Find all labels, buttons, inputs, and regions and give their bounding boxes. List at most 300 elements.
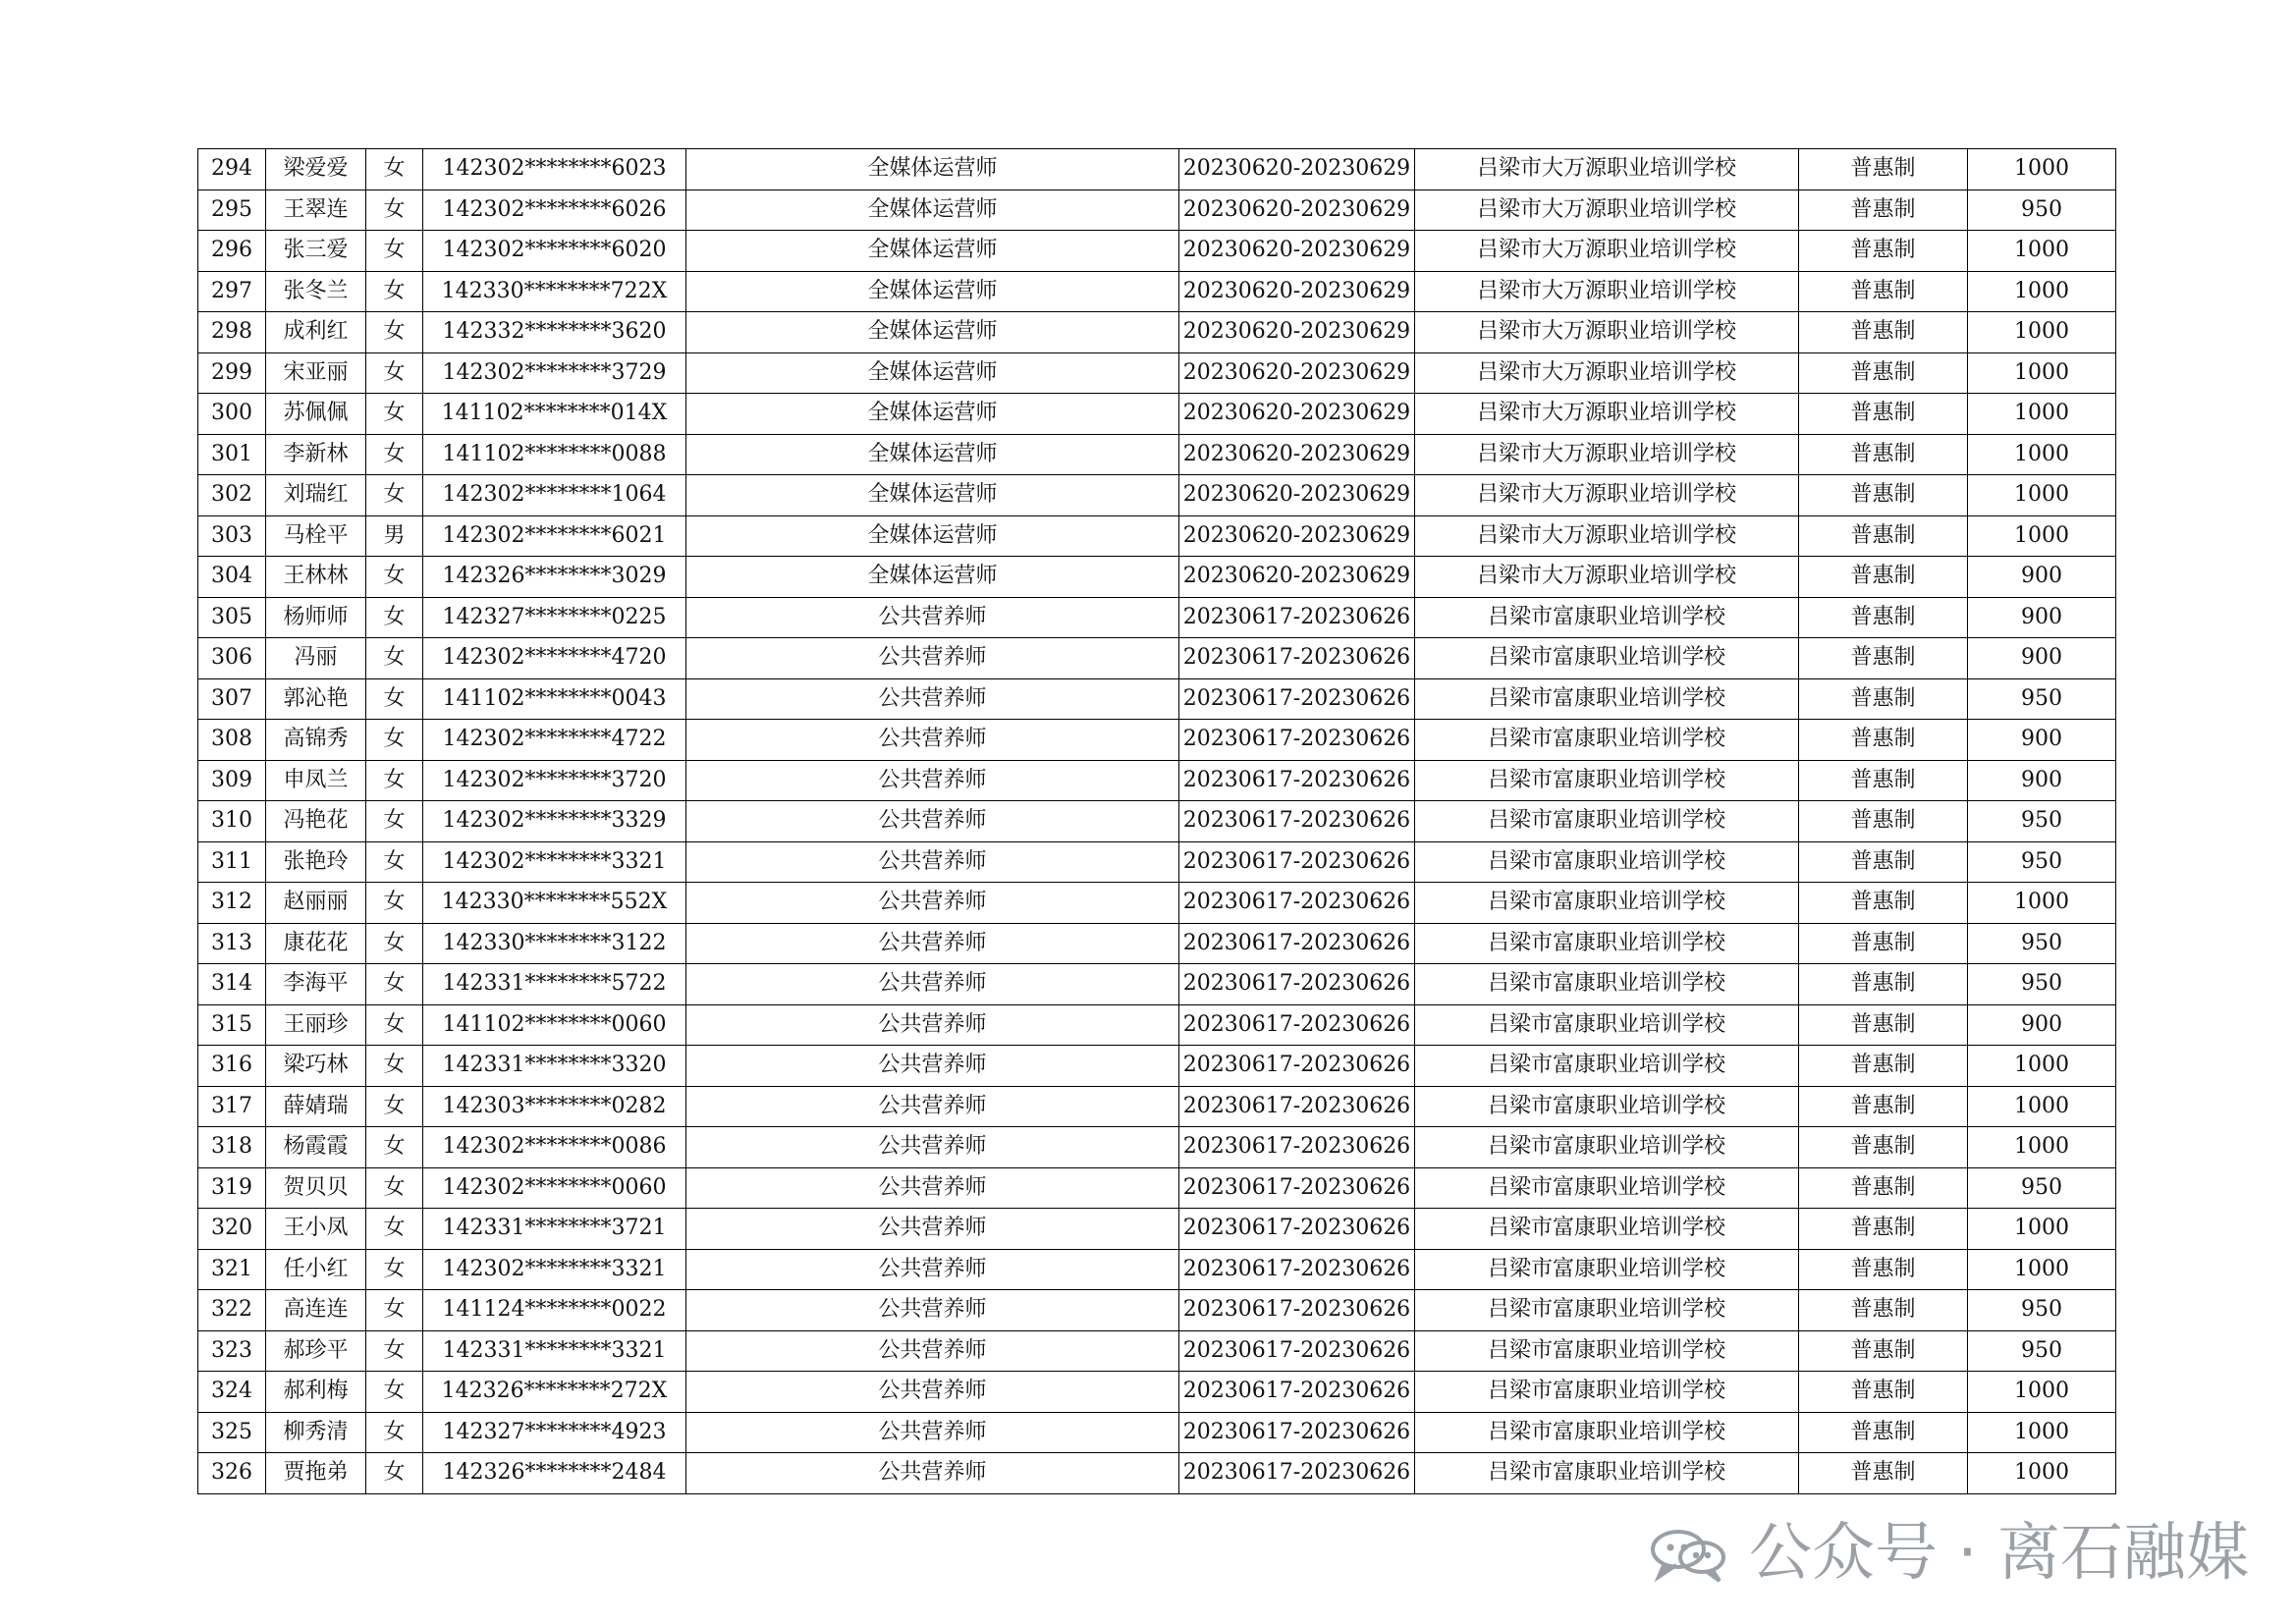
cell-amount: 900 [1968, 1004, 2116, 1046]
cell-profession: 全媒体运营师 [686, 312, 1179, 353]
cell-school: 吕梁市大万源职业培训学校 [1415, 557, 1799, 598]
cell-name: 冯丽 [266, 638, 366, 679]
cell-gender: 女 [366, 1412, 423, 1453]
cell-amount: 900 [1968, 638, 2116, 679]
cell-gender: 女 [366, 964, 423, 1005]
cell-school: 吕梁市大万源职业培训学校 [1415, 231, 1799, 272]
cell-index: 314 [198, 964, 266, 1005]
cell-date-range: 20230617-20230626 [1179, 1290, 1415, 1331]
cell-type: 普惠制 [1799, 149, 1968, 190]
cell-date-range: 20230617-20230626 [1179, 597, 1415, 638]
cell-date-range: 20230617-20230626 [1179, 1412, 1415, 1453]
cell-gender: 女 [366, 1127, 423, 1168]
cell-gender: 女 [366, 149, 423, 190]
table-row [198, 597, 2116, 638]
cell-amount: 1000 [1968, 1453, 2116, 1494]
cell-gender: 女 [366, 1290, 423, 1331]
cell-index: 313 [198, 923, 266, 964]
cell-school: 吕梁市富康职业培训学校 [1415, 720, 1799, 761]
cell-id: 142302********3321 [423, 841, 686, 883]
cell-profession: 全媒体运营师 [686, 394, 1179, 435]
cell-date-range: 20230617-20230626 [1179, 964, 1415, 1005]
cell-date-range: 20230620-20230629 [1179, 434, 1415, 475]
cell-date-range: 20230617-20230626 [1179, 1209, 1415, 1250]
cell-name: 王丽珍 [266, 1004, 366, 1046]
cell-profession: 公共营养师 [686, 1290, 1179, 1331]
cell-school: 吕梁市富康职业培训学校 [1415, 801, 1799, 842]
cell-type: 普惠制 [1799, 801, 1968, 842]
cell-school: 吕梁市富康职业培训学校 [1415, 883, 1799, 924]
cell-amount: 950 [1968, 964, 2116, 1005]
cell-type: 普惠制 [1799, 1372, 1968, 1413]
table-row [198, 1330, 2116, 1372]
cell-id: 142326********2484 [423, 1453, 686, 1494]
cell-profession: 公共营养师 [686, 1086, 1179, 1127]
cell-date-range: 20230617-20230626 [1179, 1004, 1415, 1046]
cell-gender: 女 [366, 1209, 423, 1250]
cell-name: 宋亚丽 [266, 352, 366, 394]
cell-index: 304 [198, 557, 266, 598]
cell-school: 吕梁市富康职业培训学校 [1415, 1412, 1799, 1453]
cell-name: 李海平 [266, 964, 366, 1005]
cell-type: 普惠制 [1799, 1330, 1968, 1372]
cell-school: 吕梁市富康职业培训学校 [1415, 1127, 1799, 1168]
cell-index: 323 [198, 1330, 266, 1372]
cell-index: 295 [198, 189, 266, 231]
cell-type: 普惠制 [1799, 923, 1968, 964]
cell-profession: 全媒体运营师 [686, 557, 1179, 598]
cell-date-range: 20230617-20230626 [1179, 678, 1415, 720]
cell-gender: 女 [366, 1004, 423, 1046]
cell-name: 薛婧瑞 [266, 1086, 366, 1127]
cell-name: 柳秀清 [266, 1412, 366, 1453]
cell-school: 吕梁市富康职业培训学校 [1415, 1167, 1799, 1209]
cell-profession: 公共营养师 [686, 1046, 1179, 1087]
cell-type: 普惠制 [1799, 1127, 1968, 1168]
cell-id: 142327********0225 [423, 597, 686, 638]
cell-school: 吕梁市大万源职业培训学校 [1415, 434, 1799, 475]
cell-profession: 全媒体运营师 [686, 189, 1179, 231]
cell-id: 142330********722X [423, 271, 686, 312]
cell-date-range: 20230620-20230629 [1179, 271, 1415, 312]
table-row [198, 557, 2116, 598]
cell-type: 普惠制 [1799, 1167, 1968, 1209]
table-row [198, 638, 2116, 679]
cell-date-range: 20230620-20230629 [1179, 352, 1415, 394]
cell-id: 141102********014X [423, 394, 686, 435]
cell-type: 普惠制 [1799, 1046, 1968, 1087]
cell-date-range: 20230620-20230629 [1179, 312, 1415, 353]
cell-amount: 950 [1968, 678, 2116, 720]
table-row [198, 312, 2116, 353]
cell-amount: 900 [1968, 597, 2116, 638]
cell-date-range: 20230620-20230629 [1179, 231, 1415, 272]
cell-id: 142331********3320 [423, 1046, 686, 1087]
cell-id: 142302********0086 [423, 1127, 686, 1168]
cell-school: 吕梁市大万源职业培训学校 [1415, 271, 1799, 312]
cell-index: 299 [198, 352, 266, 394]
cell-school: 吕梁市富康职业培训学校 [1415, 597, 1799, 638]
cell-name: 申凤兰 [266, 760, 366, 801]
cell-id: 142331********5722 [423, 964, 686, 1005]
cell-gender: 女 [366, 760, 423, 801]
cell-type: 普惠制 [1799, 678, 1968, 720]
cell-date-range: 20230617-20230626 [1179, 1127, 1415, 1168]
cell-name: 高连连 [266, 1290, 366, 1331]
cell-type: 普惠制 [1799, 515, 1968, 557]
cell-date-range: 20230617-20230626 [1179, 760, 1415, 801]
cell-name: 张冬兰 [266, 271, 366, 312]
cell-name: 李新林 [266, 434, 366, 475]
cell-id: 142326********272X [423, 1372, 686, 1413]
cell-type: 普惠制 [1799, 760, 1968, 801]
cell-gender: 女 [366, 1167, 423, 1209]
cell-type: 普惠制 [1799, 1209, 1968, 1250]
cell-amount: 1000 [1968, 1412, 2116, 1453]
cell-type: 普惠制 [1799, 964, 1968, 1005]
table-row [198, 1004, 2116, 1046]
cell-school: 吕梁市富康职业培训学校 [1415, 1004, 1799, 1046]
cell-type: 普惠制 [1799, 1004, 1968, 1046]
cell-id: 142331********3721 [423, 1209, 686, 1250]
cell-gender: 女 [366, 352, 423, 394]
cell-school: 吕梁市富康职业培训学校 [1415, 964, 1799, 1005]
cell-id: 142302********1064 [423, 475, 686, 516]
cell-date-range: 20230620-20230629 [1179, 557, 1415, 598]
cell-id: 142302********6021 [423, 515, 686, 557]
cell-index: 320 [198, 1209, 266, 1250]
cell-profession: 公共营养师 [686, 720, 1179, 761]
cell-type: 普惠制 [1799, 189, 1968, 231]
table-row [198, 394, 2116, 435]
cell-school: 吕梁市大万源职业培训学校 [1415, 189, 1799, 231]
cell-date-range: 20230617-20230626 [1179, 1046, 1415, 1087]
cell-name: 杨师师 [266, 597, 366, 638]
cell-amount: 900 [1968, 760, 2116, 801]
cell-index: 297 [198, 271, 266, 312]
cell-gender: 女 [366, 1046, 423, 1087]
cell-profession: 全媒体运营师 [686, 352, 1179, 394]
cell-gender: 女 [366, 720, 423, 761]
watermark [1645, 1517, 2249, 1590]
cell-index: 316 [198, 1046, 266, 1087]
cell-type: 普惠制 [1799, 475, 1968, 516]
cell-gender: 男 [366, 515, 423, 557]
cell-amount: 950 [1968, 801, 2116, 842]
cell-name: 梁爱爱 [266, 149, 366, 190]
cell-school: 吕梁市富康职业培训学校 [1415, 1086, 1799, 1127]
cell-index: 307 [198, 678, 266, 720]
cell-amount: 950 [1968, 1290, 2116, 1331]
cell-id: 141124********0022 [423, 1290, 686, 1331]
cell-profession: 公共营养师 [686, 1330, 1179, 1372]
cell-profession: 公共营养师 [686, 1249, 1179, 1290]
cell-id: 142327********4923 [423, 1412, 686, 1453]
cell-name: 王翠连 [266, 189, 366, 231]
cell-id: 142326********3029 [423, 557, 686, 598]
cell-date-range: 20230620-20230629 [1179, 189, 1415, 231]
cell-index: 322 [198, 1290, 266, 1331]
cell-school: 吕梁市大万源职业培训学校 [1415, 475, 1799, 516]
cell-date-range: 20230617-20230626 [1179, 1330, 1415, 1372]
cell-type: 普惠制 [1799, 883, 1968, 924]
cell-date-range: 20230617-20230626 [1179, 1086, 1415, 1127]
cell-index: 318 [198, 1127, 266, 1168]
cell-amount: 950 [1968, 189, 2116, 231]
cell-school: 吕梁市富康职业培训学校 [1415, 1372, 1799, 1413]
cell-school: 吕梁市富康职业培训学校 [1415, 1209, 1799, 1250]
cell-profession: 公共营养师 [686, 638, 1179, 679]
cell-amount: 1000 [1968, 1127, 2116, 1168]
cell-index: 296 [198, 231, 266, 272]
cell-date-range: 20230617-20230626 [1179, 883, 1415, 924]
cell-amount: 1000 [1968, 1209, 2116, 1250]
table-row [198, 883, 2116, 924]
table-row [198, 1249, 2116, 1290]
cell-gender: 女 [366, 597, 423, 638]
cell-school: 吕梁市富康职业培训学校 [1415, 1046, 1799, 1087]
cell-profession: 公共营养师 [686, 883, 1179, 924]
table-row [198, 271, 2116, 312]
cell-date-range: 20230617-20230626 [1179, 1453, 1415, 1494]
cell-profession: 公共营养师 [686, 923, 1179, 964]
cell-type: 普惠制 [1799, 352, 1968, 394]
cell-type: 普惠制 [1799, 638, 1968, 679]
cell-amount: 1000 [1968, 352, 2116, 394]
cell-id: 142302********6020 [423, 231, 686, 272]
cell-id: 141102********0088 [423, 434, 686, 475]
cell-name: 王小凤 [266, 1209, 366, 1250]
cell-profession: 公共营养师 [686, 760, 1179, 801]
cell-profession: 公共营养师 [686, 1412, 1179, 1453]
cell-amount: 950 [1968, 923, 2116, 964]
cell-type: 普惠制 [1799, 394, 1968, 435]
cell-id: 141102********0043 [423, 678, 686, 720]
cell-date-range: 20230617-20230626 [1179, 638, 1415, 679]
cell-date-range: 20230617-20230626 [1179, 1167, 1415, 1209]
cell-profession: 公共营养师 [686, 1127, 1179, 1168]
cell-type: 普惠制 [1799, 434, 1968, 475]
cell-index: 302 [198, 475, 266, 516]
cell-amount: 1000 [1968, 475, 2116, 516]
cell-type: 普惠制 [1799, 557, 1968, 598]
cell-amount: 1000 [1968, 434, 2116, 475]
cell-school: 吕梁市富康职业培训学校 [1415, 760, 1799, 801]
table-row [198, 352, 2116, 394]
table-row [198, 1412, 2116, 1453]
table-row [198, 1127, 2116, 1168]
cell-id: 142302********0060 [423, 1167, 686, 1209]
cell-name: 冯艳花 [266, 801, 366, 842]
cell-profession: 公共营养师 [686, 801, 1179, 842]
cell-gender: 女 [366, 678, 423, 720]
table-row [198, 515, 2116, 557]
cell-index: 321 [198, 1249, 266, 1290]
cell-index: 324 [198, 1372, 266, 1413]
cell-date-range: 20230620-20230629 [1179, 149, 1415, 190]
cell-gender: 女 [366, 557, 423, 598]
cell-index: 308 [198, 720, 266, 761]
wechat-icon [1645, 1522, 1731, 1585]
cell-index: 300 [198, 394, 266, 435]
cell-type: 普惠制 [1799, 1290, 1968, 1331]
cell-profession: 公共营养师 [686, 841, 1179, 883]
cell-name: 贾拖弟 [266, 1453, 366, 1494]
cell-profession: 公共营养师 [686, 1167, 1179, 1209]
table-row [198, 434, 2116, 475]
cell-gender: 女 [366, 1372, 423, 1413]
table-row [198, 964, 2116, 1005]
cell-amount: 1000 [1968, 231, 2116, 272]
cell-school: 吕梁市大万源职业培训学校 [1415, 312, 1799, 353]
cell-profession: 公共营养师 [686, 1453, 1179, 1494]
cell-amount: 1000 [1968, 1086, 2116, 1127]
cell-profession: 全媒体运营师 [686, 475, 1179, 516]
cell-id: 142302********6026 [423, 189, 686, 231]
cell-id: 142330********3122 [423, 923, 686, 964]
cell-name: 高锦秀 [266, 720, 366, 761]
cell-index: 315 [198, 1004, 266, 1046]
cell-id: 142302********4720 [423, 638, 686, 679]
cell-id: 142330********552X [423, 883, 686, 924]
table-row [198, 475, 2116, 516]
cell-gender: 女 [366, 394, 423, 435]
cell-index: 301 [198, 434, 266, 475]
cell-amount: 950 [1968, 841, 2116, 883]
cell-school: 吕梁市大万源职业培训学校 [1415, 352, 1799, 394]
cell-name: 郝利梅 [266, 1372, 366, 1413]
table-row [198, 149, 2116, 190]
cell-profession: 公共营养师 [686, 1209, 1179, 1250]
cell-school: 吕梁市富康职业培训学校 [1415, 678, 1799, 720]
cell-id: 142302********3329 [423, 801, 686, 842]
table-row [198, 720, 2116, 761]
cell-id: 142302********3729 [423, 352, 686, 394]
cell-type: 普惠制 [1799, 720, 1968, 761]
cell-date-range: 20230617-20230626 [1179, 1249, 1415, 1290]
cell-index: 305 [198, 597, 266, 638]
cell-school: 吕梁市富康职业培训学校 [1415, 1249, 1799, 1290]
cell-gender: 女 [366, 883, 423, 924]
cell-name: 杨霞霞 [266, 1127, 366, 1168]
cell-gender: 女 [366, 1453, 423, 1494]
cell-school: 吕梁市大万源职业培训学校 [1415, 515, 1799, 557]
cell-profession: 全媒体运营师 [686, 271, 1179, 312]
cell-name: 张艳玲 [266, 841, 366, 883]
cell-type: 普惠制 [1799, 1086, 1968, 1127]
table-row [198, 189, 2116, 231]
cell-gender: 女 [366, 1330, 423, 1372]
cell-id: 142302********3720 [423, 760, 686, 801]
cell-type: 普惠制 [1799, 1249, 1968, 1290]
cell-amount: 1000 [1968, 1372, 2116, 1413]
cell-amount: 900 [1968, 720, 2116, 761]
table-row [198, 760, 2116, 801]
cell-index: 319 [198, 1167, 266, 1209]
cell-index: 303 [198, 515, 266, 557]
cell-index: 306 [198, 638, 266, 679]
cell-id: 142332********3620 [423, 312, 686, 353]
cell-type: 普惠制 [1799, 841, 1968, 883]
cell-index: 298 [198, 312, 266, 353]
cell-name: 张三爱 [266, 231, 366, 272]
cell-profession: 全媒体运营师 [686, 149, 1179, 190]
cell-school: 吕梁市富康职业培训学校 [1415, 1290, 1799, 1331]
cell-index: 312 [198, 883, 266, 924]
cell-amount: 1000 [1968, 1046, 2116, 1087]
cell-amount: 1000 [1968, 515, 2116, 557]
cell-name: 康花花 [266, 923, 366, 964]
cell-id: 142331********3321 [423, 1330, 686, 1372]
cell-amount: 900 [1968, 557, 2116, 598]
cell-school: 吕梁市富康职业培训学校 [1415, 1453, 1799, 1494]
cell-gender: 女 [366, 1086, 423, 1127]
cell-type: 普惠制 [1799, 1412, 1968, 1453]
cell-amount: 1000 [1968, 883, 2116, 924]
cell-date-range: 20230620-20230629 [1179, 515, 1415, 557]
cell-index: 294 [198, 149, 266, 190]
cell-date-range: 20230617-20230626 [1179, 923, 1415, 964]
cell-school: 吕梁市富康职业培训学校 [1415, 923, 1799, 964]
cell-name: 苏佩佩 [266, 394, 366, 435]
cell-index: 317 [198, 1086, 266, 1127]
table-row [198, 1372, 2116, 1413]
cell-name: 马栓平 [266, 515, 366, 557]
cell-profession: 全媒体运营师 [686, 231, 1179, 272]
cell-profession: 全媒体运营师 [686, 515, 1179, 557]
cell-name: 梁巧林 [266, 1046, 366, 1087]
cell-type: 普惠制 [1799, 1453, 1968, 1494]
cell-amount: 1000 [1968, 149, 2116, 190]
table-row [198, 678, 2116, 720]
cell-profession: 公共营养师 [686, 964, 1179, 1005]
cell-gender: 女 [366, 189, 423, 231]
cell-school: 吕梁市富康职业培训学校 [1415, 1330, 1799, 1372]
cell-gender: 女 [366, 841, 423, 883]
cell-type: 普惠制 [1799, 271, 1968, 312]
table-row [198, 231, 2116, 272]
cell-gender: 女 [366, 801, 423, 842]
cell-gender: 女 [366, 271, 423, 312]
cell-amount: 1000 [1968, 271, 2116, 312]
cell-gender: 女 [366, 638, 423, 679]
table-row [198, 1209, 2116, 1250]
cell-name: 成利红 [266, 312, 366, 353]
cell-profession: 公共营养师 [686, 1004, 1179, 1046]
table-row [198, 923, 2116, 964]
cell-name: 赵丽丽 [266, 883, 366, 924]
cell-id: 142302********4722 [423, 720, 686, 761]
table-body [198, 149, 2116, 1494]
table-row [198, 1290, 2116, 1331]
cell-amount: 1000 [1968, 394, 2116, 435]
cell-date-range: 20230617-20230626 [1179, 801, 1415, 842]
cell-amount: 1000 [1968, 312, 2116, 353]
cell-id: 142302********6023 [423, 149, 686, 190]
cell-name: 郝珍平 [266, 1330, 366, 1372]
cell-name: 刘瑞红 [266, 475, 366, 516]
cell-school: 吕梁市富康职业培训学校 [1415, 841, 1799, 883]
cell-index: 310 [198, 801, 266, 842]
cell-date-range: 20230620-20230629 [1179, 475, 1415, 516]
table-row [198, 1086, 2116, 1127]
cell-gender: 女 [366, 434, 423, 475]
cell-profession: 公共营养师 [686, 597, 1179, 638]
cell-gender: 女 [366, 475, 423, 516]
cell-index: 311 [198, 841, 266, 883]
table-row [198, 1046, 2116, 1087]
cell-type: 普惠制 [1799, 312, 1968, 353]
